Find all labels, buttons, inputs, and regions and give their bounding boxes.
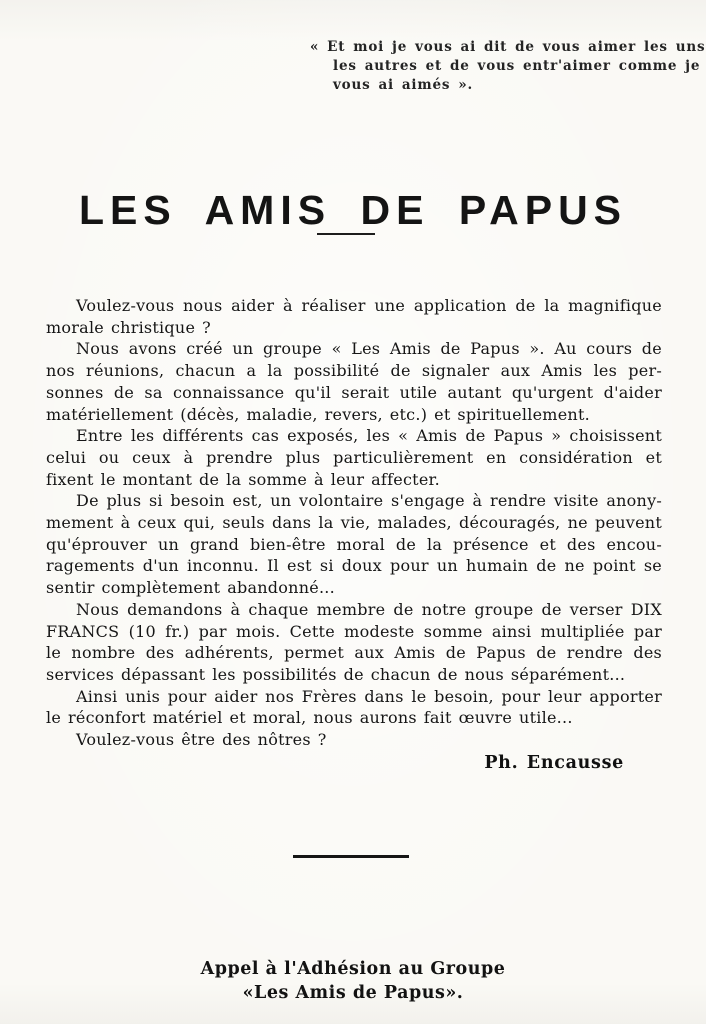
text-line: celui ou ceux à prendre plus particulièrement en considération et bbox=[46, 447, 662, 467]
text-line: Nous avons créé un groupe « Les Amis de Papus ». Au cours de bbox=[76, 339, 662, 359]
title-divider-rule bbox=[317, 233, 375, 235]
text-line: fixent le montant de la somme à leur affecter. bbox=[46, 469, 440, 489]
paragraph bbox=[46, 295, 662, 338]
text-line: Ainsi unis pour aider nos Frères dans le besoin, pour leur apporter bbox=[76, 686, 662, 706]
page-title: LES AMIS DE PAPUS bbox=[78, 187, 628, 234]
text-line: sentir complètement abandonné... bbox=[46, 578, 335, 598]
text-line: Nous demandons à chaque membre de notre groupe de verser DIX bbox=[76, 599, 662, 619]
paragraph bbox=[46, 686, 662, 729]
text-line: Appel à l'Adhésion au Groupe bbox=[200, 959, 506, 979]
text-line: FRANCS (10 fr.) par mois. Cette modeste somme ainsi multipliée par bbox=[46, 621, 662, 641]
epigraph-quote bbox=[310, 38, 706, 95]
paragraph bbox=[46, 338, 662, 425]
text-line: les autres et de vous entr'aimer comme je bbox=[333, 58, 701, 74]
text-line: Entre les différents cas exposés, les « Amis de Papus » choisissent bbox=[76, 426, 662, 446]
footer-caption bbox=[0, 957, 706, 1005]
text-line: «Les Amis de Papus». bbox=[242, 983, 464, 1003]
text-line: services dépassant les possibilités de chacun de nous séparément... bbox=[46, 664, 626, 684]
text-line: mement à ceux qui, seuls dans la vie, malades, découragés, ne peuvent bbox=[46, 513, 662, 533]
text-line: sonnes de sa connaissance qu'il serait utile autant qu'urgent d'aider bbox=[46, 382, 662, 402]
text-line: le réconfort matériel et moral, nous aurons fait œuvre utile... bbox=[46, 708, 573, 728]
text-line: nos réunions, chacun a la possibilité de signaler aux Amis les per- bbox=[46, 361, 662, 381]
text-line: Voulez-vous être des nôtres ? bbox=[76, 730, 327, 750]
text-line: vous ai aimés ». bbox=[333, 77, 473, 93]
body-paragraphs bbox=[46, 295, 662, 751]
text-line: De plus si besoin est, un volontaire s'engage à rendre visite anony- bbox=[76, 491, 662, 511]
text-line: morale christique ? bbox=[46, 317, 211, 337]
paragraph bbox=[46, 425, 662, 490]
body-text bbox=[46, 295, 662, 774]
author-signature: Ph. Encausse bbox=[484, 752, 624, 773]
text-line: qu'éprouver un grand bien-être moral de la présence et des encou- bbox=[46, 534, 662, 554]
paragraph bbox=[46, 729, 662, 751]
text-line: ragements d'un inconnu. Il est si doux pour un humain de ne point se bbox=[46, 556, 662, 576]
text-line: le nombre des adhérents, permet aux Amis de Papus de rendre des bbox=[46, 643, 662, 663]
paragraph bbox=[46, 490, 662, 599]
text-line: matériellement (décès, maladie, revers, etc.) et spirituellement. bbox=[46, 404, 590, 424]
paragraph bbox=[46, 599, 662, 686]
text-line: Voulez-vous nous aider à réaliser une application de la magnifique bbox=[76, 296, 662, 315]
section-divider-rule bbox=[293, 855, 409, 858]
text-line: « Et moi je vous ai dit de vous aimer les uns bbox=[310, 39, 706, 55]
